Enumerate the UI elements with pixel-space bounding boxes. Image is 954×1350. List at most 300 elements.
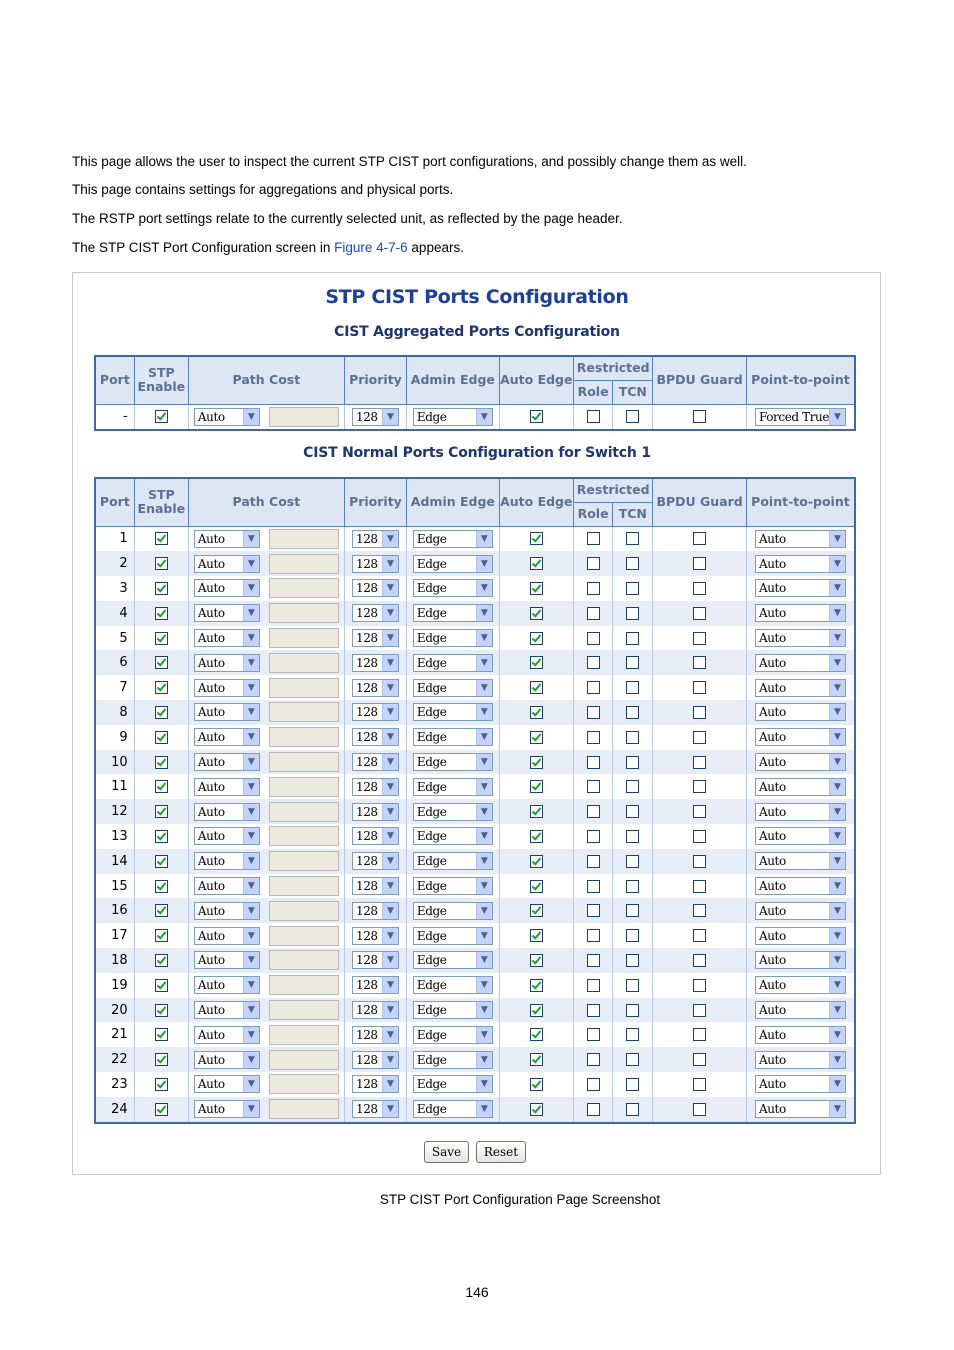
chevron-down-icon[interactable]: ▼ — [382, 556, 398, 572]
chevron-down-icon[interactable]: ▼ — [829, 1052, 845, 1068]
chevron-down-icon[interactable]: ▼ — [829, 605, 845, 621]
bpdu-guard-checkbox[interactable] — [693, 780, 706, 793]
chevron-down-icon[interactable]: ▼ — [829, 531, 845, 547]
admin-edge-select[interactable] — [413, 1051, 493, 1069]
chevron-down-icon[interactable]: ▼ — [243, 409, 259, 425]
admin-edge-select[interactable] — [413, 902, 493, 920]
admin-edge-select[interactable] — [413, 703, 493, 721]
chevron-down-icon[interactable]: ▼ — [243, 977, 259, 993]
path-cost-select[interactable] — [194, 679, 260, 697]
chevron-down-icon[interactable]: ▼ — [243, 630, 259, 646]
stp-enable-checkbox[interactable] — [155, 805, 168, 818]
reset-button[interactable]: Reset — [476, 1141, 526, 1163]
chevron-down-icon[interactable]: ▼ — [243, 853, 259, 869]
chevron-down-icon[interactable]: ▼ — [829, 1002, 845, 1018]
restricted-role-checkbox[interactable] — [587, 756, 600, 769]
admin-edge-select[interactable] — [413, 976, 493, 994]
path-cost-input[interactable] — [269, 407, 339, 427]
priority-select[interactable] — [352, 1001, 399, 1019]
admin-edge-select[interactable] — [413, 604, 493, 622]
chevron-down-icon[interactable]: ▼ — [382, 952, 398, 968]
point-to-point-select[interactable] — [755, 728, 846, 746]
bpdu-guard-checkbox[interactable] — [693, 855, 706, 868]
point-to-point-select[interactable] — [755, 604, 846, 622]
chevron-down-icon[interactable]: ▼ — [476, 928, 492, 944]
chevron-down-icon[interactable]: ▼ — [476, 828, 492, 844]
chevron-down-icon[interactable]: ▼ — [382, 1027, 398, 1043]
path-cost-select[interactable] — [194, 654, 260, 672]
bpdu-guard-checkbox[interactable] — [693, 681, 706, 694]
restricted-role-checkbox[interactable] — [587, 607, 600, 620]
point-to-point-select[interactable] — [755, 927, 846, 945]
point-to-point-select[interactable] — [755, 703, 846, 721]
stp-enable-checkbox[interactable] — [155, 954, 168, 967]
restricted-role-checkbox[interactable] — [587, 830, 600, 843]
restricted-role-checkbox[interactable] — [587, 582, 600, 595]
path-cost-input[interactable] — [269, 802, 339, 822]
priority-select[interactable] — [352, 803, 399, 821]
chevron-down-icon[interactable]: ▼ — [382, 1101, 398, 1117]
chevron-down-icon[interactable]: ▼ — [476, 754, 492, 770]
chevron-down-icon[interactable]: ▼ — [829, 928, 845, 944]
chevron-down-icon[interactable]: ▼ — [476, 1076, 492, 1092]
path-cost-select[interactable] — [194, 703, 260, 721]
priority-select[interactable] — [352, 852, 399, 870]
chevron-down-icon[interactable]: ▼ — [476, 580, 492, 596]
path-cost-input[interactable] — [269, 777, 339, 797]
admin-edge-select[interactable] — [413, 1026, 493, 1044]
restricted-role-checkbox[interactable] — [587, 904, 600, 917]
admin-edge-select[interactable] — [413, 852, 493, 870]
point-to-point-select[interactable] — [755, 852, 846, 870]
path-cost-select[interactable] — [194, 927, 260, 945]
chevron-down-icon[interactable]: ▼ — [243, 704, 259, 720]
chevron-down-icon[interactable]: ▼ — [829, 704, 845, 720]
stp-enable-checkbox[interactable] — [155, 706, 168, 719]
bpdu-guard-checkbox[interactable] — [693, 1028, 706, 1041]
chevron-down-icon[interactable]: ▼ — [382, 977, 398, 993]
chevron-down-icon[interactable]: ▼ — [829, 409, 845, 425]
admin-edge-select[interactable] — [413, 951, 493, 969]
auto-edge-checkbox[interactable] — [530, 780, 543, 793]
bpdu-guard-checkbox[interactable] — [693, 731, 706, 744]
restricted-role-checkbox[interactable] — [587, 929, 600, 942]
path-cost-input[interactable] — [269, 628, 339, 648]
chevron-down-icon[interactable]: ▼ — [243, 1027, 259, 1043]
admin-edge-select[interactable] — [413, 530, 493, 548]
chevron-down-icon[interactable]: ▼ — [382, 630, 398, 646]
chevron-down-icon[interactable]: ▼ — [243, 556, 259, 572]
auto-edge-checkbox[interactable] — [530, 756, 543, 769]
priority-select[interactable] — [352, 530, 399, 548]
path-cost-select[interactable] — [194, 555, 260, 573]
admin-edge-select[interactable] — [413, 408, 493, 426]
chevron-down-icon[interactable]: ▼ — [382, 605, 398, 621]
stp-enable-checkbox[interactable] — [155, 830, 168, 843]
chevron-down-icon[interactable]: ▼ — [829, 655, 845, 671]
chevron-down-icon[interactable]: ▼ — [382, 1076, 398, 1092]
point-to-point-select[interactable] — [755, 1001, 846, 1019]
restricted-tcn-checkbox[interactable] — [626, 1053, 639, 1066]
chevron-down-icon[interactable]: ▼ — [382, 804, 398, 820]
stp-enable-checkbox[interactable] — [155, 1103, 168, 1116]
chevron-down-icon[interactable]: ▼ — [382, 655, 398, 671]
restricted-tcn-checkbox[interactable] — [626, 780, 639, 793]
path-cost-select[interactable] — [194, 1026, 260, 1044]
point-to-point-select[interactable] — [755, 530, 846, 548]
bpdu-guard-checkbox[interactable] — [693, 1004, 706, 1017]
stp-enable-checkbox[interactable] — [155, 904, 168, 917]
chevron-down-icon[interactable]: ▼ — [829, 977, 845, 993]
restricted-role-checkbox[interactable] — [587, 1103, 600, 1116]
point-to-point-select[interactable] — [755, 976, 846, 994]
stp-enable-checkbox[interactable] — [155, 557, 168, 570]
bpdu-guard-checkbox[interactable] — [693, 929, 706, 942]
chevron-down-icon[interactable]: ▼ — [243, 1052, 259, 1068]
chevron-down-icon[interactable]: ▼ — [382, 1052, 398, 1068]
path-cost-input[interactable] — [269, 554, 339, 574]
path-cost-select[interactable] — [194, 753, 260, 771]
path-cost-select[interactable] — [194, 803, 260, 821]
chevron-down-icon[interactable]: ▼ — [829, 1027, 845, 1043]
auto-edge-checkbox[interactable] — [530, 731, 543, 744]
chevron-down-icon[interactable]: ▼ — [829, 729, 845, 745]
chevron-down-icon[interactable]: ▼ — [382, 1002, 398, 1018]
chevron-down-icon[interactable]: ▼ — [476, 655, 492, 671]
path-cost-select[interactable] — [194, 579, 260, 597]
auto-edge-checkbox[interactable] — [530, 681, 543, 694]
auto-edge-checkbox[interactable] — [530, 410, 543, 423]
chevron-down-icon[interactable]: ▼ — [382, 729, 398, 745]
path-cost-select[interactable] — [194, 951, 260, 969]
path-cost-select[interactable] — [194, 1051, 260, 1069]
bpdu-guard-checkbox[interactable] — [693, 607, 706, 620]
bpdu-guard-checkbox[interactable] — [693, 830, 706, 843]
stp-enable-checkbox[interactable] — [155, 607, 168, 620]
priority-select[interactable] — [352, 778, 399, 796]
restricted-tcn-checkbox[interactable] — [626, 880, 639, 893]
auto-edge-checkbox[interactable] — [530, 607, 543, 620]
path-cost-input[interactable] — [269, 926, 339, 946]
stp-enable-checkbox[interactable] — [155, 1078, 168, 1091]
point-to-point-select[interactable] — [755, 778, 846, 796]
auto-edge-checkbox[interactable] — [530, 880, 543, 893]
restricted-tcn-checkbox[interactable] — [626, 830, 639, 843]
chevron-down-icon[interactable]: ▼ — [829, 952, 845, 968]
stp-enable-checkbox[interactable] — [155, 1028, 168, 1041]
restricted-role-checkbox[interactable] — [587, 532, 600, 545]
chevron-down-icon[interactable]: ▼ — [382, 828, 398, 844]
restricted-role-checkbox[interactable] — [587, 855, 600, 868]
path-cost-input[interactable] — [269, 1099, 339, 1119]
restricted-tcn-checkbox[interactable] — [626, 582, 639, 595]
chevron-down-icon[interactable]: ▼ — [382, 680, 398, 696]
chevron-down-icon[interactable]: ▼ — [243, 928, 259, 944]
restricted-role-checkbox[interactable] — [587, 656, 600, 669]
stp-enable-checkbox[interactable] — [155, 756, 168, 769]
priority-select[interactable] — [352, 951, 399, 969]
path-cost-select[interactable] — [194, 1001, 260, 1019]
auto-edge-checkbox[interactable] — [530, 1004, 543, 1017]
admin-edge-select[interactable] — [413, 753, 493, 771]
admin-edge-select[interactable] — [413, 827, 493, 845]
chevron-down-icon[interactable]: ▼ — [476, 903, 492, 919]
auto-edge-checkbox[interactable] — [530, 855, 543, 868]
bpdu-guard-checkbox[interactable] — [693, 756, 706, 769]
auto-edge-checkbox[interactable] — [530, 632, 543, 645]
restricted-tcn-checkbox[interactable] — [626, 656, 639, 669]
chevron-down-icon[interactable]: ▼ — [243, 1076, 259, 1092]
path-cost-input[interactable] — [269, 653, 339, 673]
bpdu-guard-checkbox[interactable] — [693, 954, 706, 967]
chevron-down-icon[interactable]: ▼ — [476, 1052, 492, 1068]
admin-edge-select[interactable] — [413, 579, 493, 597]
auto-edge-checkbox[interactable] — [530, 979, 543, 992]
admin-edge-select[interactable] — [413, 728, 493, 746]
priority-select[interactable] — [352, 654, 399, 672]
admin-edge-select[interactable] — [413, 555, 493, 573]
bpdu-guard-checkbox[interactable] — [693, 557, 706, 570]
figure-link[interactable]: Figure 4-7-6 — [334, 240, 408, 255]
path-cost-select[interactable] — [194, 827, 260, 845]
priority-select[interactable] — [352, 1100, 399, 1118]
restricted-role-checkbox[interactable] — [587, 780, 600, 793]
path-cost-input[interactable] — [269, 702, 339, 722]
chevron-down-icon[interactable]: ▼ — [243, 680, 259, 696]
point-to-point-select[interactable] — [755, 679, 846, 697]
path-cost-select[interactable] — [194, 604, 260, 622]
path-cost-input[interactable] — [269, 950, 339, 970]
chevron-down-icon[interactable]: ▼ — [476, 680, 492, 696]
restricted-tcn-checkbox[interactable] — [626, 706, 639, 719]
admin-edge-select[interactable] — [413, 803, 493, 821]
path-cost-select[interactable] — [194, 1100, 260, 1118]
path-cost-input[interactable] — [269, 1025, 339, 1045]
path-cost-input[interactable] — [269, 678, 339, 698]
point-to-point-select[interactable] — [755, 1100, 846, 1118]
path-cost-select[interactable] — [194, 976, 260, 994]
path-cost-select[interactable] — [194, 1075, 260, 1093]
stp-enable-checkbox[interactable] — [155, 929, 168, 942]
chevron-down-icon[interactable]: ▼ — [243, 655, 259, 671]
bpdu-guard-checkbox[interactable] — [693, 582, 706, 595]
admin-edge-select[interactable] — [413, 877, 493, 895]
chevron-down-icon[interactable]: ▼ — [382, 928, 398, 944]
restricted-role-checkbox[interactable] — [587, 1078, 600, 1091]
path-cost-input[interactable] — [269, 603, 339, 623]
chevron-down-icon[interactable]: ▼ — [476, 1101, 492, 1117]
bpdu-guard-checkbox[interactable] — [693, 1078, 706, 1091]
priority-select[interactable] — [352, 753, 399, 771]
path-cost-input[interactable] — [269, 578, 339, 598]
chevron-down-icon[interactable]: ▼ — [382, 580, 398, 596]
priority-select[interactable] — [352, 827, 399, 845]
restricted-tcn-checkbox[interactable] — [626, 904, 639, 917]
stp-enable-checkbox[interactable] — [155, 582, 168, 595]
bpdu-guard-checkbox[interactable] — [693, 532, 706, 545]
chevron-down-icon[interactable]: ▼ — [243, 952, 259, 968]
restricted-role-checkbox[interactable] — [587, 410, 600, 423]
chevron-down-icon[interactable]: ▼ — [476, 531, 492, 547]
chevron-down-icon[interactable]: ▼ — [382, 754, 398, 770]
path-cost-input[interactable] — [269, 1000, 339, 1020]
chevron-down-icon[interactable]: ▼ — [476, 878, 492, 894]
priority-select[interactable] — [352, 408, 399, 426]
path-cost-select[interactable] — [194, 778, 260, 796]
path-cost-select[interactable] — [194, 877, 260, 895]
point-to-point-select[interactable] — [755, 877, 846, 895]
priority-select[interactable] — [352, 927, 399, 945]
path-cost-select[interactable] — [194, 629, 260, 647]
restricted-tcn-checkbox[interactable] — [626, 1004, 639, 1017]
bpdu-guard-checkbox[interactable] — [693, 805, 706, 818]
restricted-role-checkbox[interactable] — [587, 880, 600, 893]
path-cost-input[interactable] — [269, 901, 339, 921]
restricted-role-checkbox[interactable] — [587, 1053, 600, 1066]
chevron-down-icon[interactable]: ▼ — [243, 729, 259, 745]
priority-select[interactable] — [352, 976, 399, 994]
point-to-point-select[interactable] — [755, 654, 846, 672]
chevron-down-icon[interactable]: ▼ — [382, 878, 398, 894]
chevron-down-icon[interactable]: ▼ — [476, 729, 492, 745]
restricted-tcn-checkbox[interactable] — [626, 607, 639, 620]
priority-select[interactable] — [352, 1026, 399, 1044]
chevron-down-icon[interactable]: ▼ — [476, 556, 492, 572]
path-cost-input[interactable] — [269, 975, 339, 995]
chevron-down-icon[interactable]: ▼ — [382, 704, 398, 720]
chevron-down-icon[interactable]: ▼ — [829, 556, 845, 572]
admin-edge-select[interactable] — [413, 927, 493, 945]
restricted-tcn-checkbox[interactable] — [626, 1103, 639, 1116]
stp-enable-checkbox[interactable] — [155, 880, 168, 893]
chevron-down-icon[interactable]: ▼ — [243, 1002, 259, 1018]
restricted-role-checkbox[interactable] — [587, 681, 600, 694]
path-cost-input[interactable] — [269, 752, 339, 772]
priority-select[interactable] — [352, 629, 399, 647]
restricted-role-checkbox[interactable] — [587, 557, 600, 570]
restricted-role-checkbox[interactable] — [587, 706, 600, 719]
path-cost-select[interactable] — [194, 728, 260, 746]
auto-edge-checkbox[interactable] — [530, 1078, 543, 1091]
chevron-down-icon[interactable]: ▼ — [829, 580, 845, 596]
point-to-point-select[interactable] — [755, 1026, 846, 1044]
priority-select[interactable] — [352, 579, 399, 597]
path-cost-input[interactable] — [269, 529, 339, 549]
chevron-down-icon[interactable]: ▼ — [476, 1027, 492, 1043]
restricted-role-checkbox[interactable] — [587, 632, 600, 645]
auto-edge-checkbox[interactable] — [530, 904, 543, 917]
path-cost-input[interactable] — [269, 1050, 339, 1070]
stp-enable-checkbox[interactable] — [155, 656, 168, 669]
chevron-down-icon[interactable]: ▼ — [243, 779, 259, 795]
chevron-down-icon[interactable]: ▼ — [476, 804, 492, 820]
restricted-tcn-checkbox[interactable] — [626, 1078, 639, 1091]
restricted-tcn-checkbox[interactable] — [626, 979, 639, 992]
save-button[interactable]: Save — [424, 1141, 469, 1163]
chevron-down-icon[interactable]: ▼ — [382, 853, 398, 869]
chevron-down-icon[interactable]: ▼ — [243, 878, 259, 894]
admin-edge-select[interactable] — [413, 654, 493, 672]
restricted-tcn-checkbox[interactable] — [626, 855, 639, 868]
point-to-point-select[interactable] — [755, 1075, 846, 1093]
bpdu-guard-checkbox[interactable] — [693, 880, 706, 893]
bpdu-guard-checkbox[interactable] — [693, 904, 706, 917]
chevron-down-icon[interactable]: ▼ — [243, 531, 259, 547]
admin-edge-select[interactable] — [413, 679, 493, 697]
chevron-down-icon[interactable]: ▼ — [476, 704, 492, 720]
chevron-down-icon[interactable]: ▼ — [476, 853, 492, 869]
bpdu-guard-checkbox[interactable] — [693, 706, 706, 719]
point-to-point-select[interactable] — [755, 555, 846, 573]
chevron-down-icon[interactable]: ▼ — [829, 779, 845, 795]
bpdu-guard-checkbox[interactable] — [693, 1053, 706, 1066]
point-to-point-select[interactable] — [755, 951, 846, 969]
chevron-down-icon[interactable]: ▼ — [382, 531, 398, 547]
auto-edge-checkbox[interactable] — [530, 706, 543, 719]
chevron-down-icon[interactable]: ▼ — [476, 630, 492, 646]
priority-select[interactable] — [352, 703, 399, 721]
auto-edge-checkbox[interactable] — [530, 557, 543, 570]
point-to-point-select[interactable] — [755, 827, 846, 845]
chevron-down-icon[interactable]: ▼ — [829, 828, 845, 844]
chevron-down-icon[interactable]: ▼ — [382, 779, 398, 795]
point-to-point-select[interactable] — [755, 803, 846, 821]
chevron-down-icon[interactable]: ▼ — [829, 878, 845, 894]
chevron-down-icon[interactable]: ▼ — [829, 804, 845, 820]
chevron-down-icon[interactable]: ▼ — [829, 903, 845, 919]
bpdu-guard-checkbox[interactable] — [693, 979, 706, 992]
admin-edge-select[interactable] — [413, 1100, 493, 1118]
auto-edge-checkbox[interactable] — [530, 656, 543, 669]
bpdu-guard-checkbox[interactable] — [693, 632, 706, 645]
stp-enable-checkbox[interactable] — [155, 1053, 168, 1066]
chevron-down-icon[interactable]: ▼ — [829, 1101, 845, 1117]
stp-enable-checkbox[interactable] — [155, 731, 168, 744]
chevron-down-icon[interactable]: ▼ — [476, 779, 492, 795]
admin-edge-select[interactable] — [413, 778, 493, 796]
auto-edge-checkbox[interactable] — [530, 805, 543, 818]
point-to-point-select[interactable] — [755, 1051, 846, 1069]
admin-edge-select[interactable] — [413, 1075, 493, 1093]
chevron-down-icon[interactable]: ▼ — [476, 409, 492, 425]
chevron-down-icon[interactable]: ▼ — [243, 804, 259, 820]
restricted-tcn-checkbox[interactable] — [626, 954, 639, 967]
priority-select[interactable] — [352, 1075, 399, 1093]
point-to-point-select[interactable] — [755, 629, 846, 647]
chevron-down-icon[interactable]: ▼ — [243, 1101, 259, 1117]
path-cost-input[interactable] — [269, 851, 339, 871]
point-to-point-select[interactable] — [755, 902, 846, 920]
stp-enable-checkbox[interactable] — [155, 410, 168, 423]
chevron-down-icon[interactable]: ▼ — [476, 605, 492, 621]
restricted-tcn-checkbox[interactable] — [626, 1028, 639, 1041]
chevron-down-icon[interactable]: ▼ — [829, 630, 845, 646]
restricted-tcn-checkbox[interactable] — [626, 731, 639, 744]
restricted-tcn-checkbox[interactable] — [626, 410, 639, 423]
stp-enable-checkbox[interactable] — [155, 681, 168, 694]
chevron-down-icon[interactable]: ▼ — [829, 754, 845, 770]
stp-enable-checkbox[interactable] — [155, 780, 168, 793]
chevron-down-icon[interactable]: ▼ — [476, 952, 492, 968]
point-to-point-select[interactable] — [755, 408, 846, 426]
restricted-role-checkbox[interactable] — [587, 805, 600, 818]
auto-edge-checkbox[interactable] — [530, 954, 543, 967]
priority-select[interactable] — [352, 1051, 399, 1069]
restricted-tcn-checkbox[interactable] — [626, 681, 639, 694]
chevron-down-icon[interactable]: ▼ — [243, 754, 259, 770]
chevron-down-icon[interactable]: ▼ — [829, 853, 845, 869]
path-cost-input[interactable] — [269, 1074, 339, 1094]
